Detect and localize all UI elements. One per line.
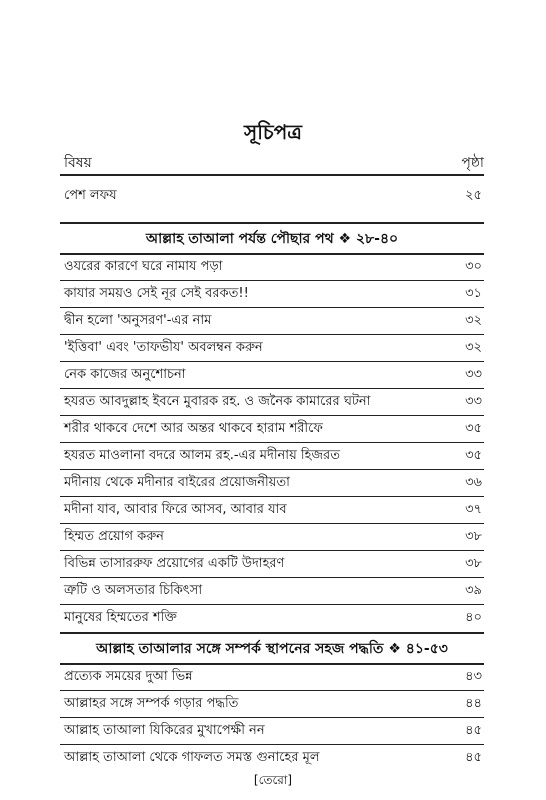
section-rule-top xyxy=(60,632,484,634)
toc-entry xyxy=(60,605,484,631)
entry-text: বিভিন্ন তাসাররুফ প্রয়োগের একটি উদাহরণ xyxy=(64,556,285,571)
entry-text: ত্রুটি ও অলসতার চিকিৎসা xyxy=(64,583,203,598)
header-subject: বিষয় xyxy=(64,155,92,171)
entry-page: ৩৭ xyxy=(465,502,482,517)
entry-text: প্রত্যেক সময়ের দুআ ভিন্ন xyxy=(64,669,193,684)
entry-page: ৩০ xyxy=(465,259,482,274)
entry-page: ৩২ xyxy=(465,340,482,355)
entry-page: ৩৫ xyxy=(465,421,482,436)
entry-page: ৩৩ xyxy=(465,367,482,382)
entry-page: ৩১ xyxy=(465,286,482,301)
toc-entry xyxy=(60,497,484,523)
entry-page: ৩৩ xyxy=(465,394,482,409)
toc-entry xyxy=(60,551,484,577)
entry-text: 'ইত্তিবা' এবং 'তাফভীয' অবলম্বন করুন xyxy=(64,340,263,355)
entry-text: ওযরের কারণে ঘরে নামায পড়া xyxy=(64,259,223,274)
toc-header xyxy=(60,151,484,173)
toc-entry-intro xyxy=(60,183,484,209)
toc-entry xyxy=(60,470,484,496)
entry-text: আল্লাহর সঙ্গে সম্পর্ক গড়ার পদ্ধতি xyxy=(64,696,239,711)
header-page: পৃষ্ঠা xyxy=(461,155,484,171)
entry-text: হযরত মাওলানা বদরে আলম রহ.-এর মদীনায় হিজরত xyxy=(64,448,340,463)
toc-entry xyxy=(60,308,484,334)
entry-text: হযরত আবদুল্লাহ ইবনে মুবারক রহ. ও জনৈক কামারের ঘটনা xyxy=(64,394,371,409)
toc-entry xyxy=(60,664,484,690)
page-number-footer: [তেরো] xyxy=(253,773,293,787)
header-rule xyxy=(60,174,484,176)
entry-page: ৪৫ xyxy=(465,723,482,738)
entry-page: ৪৪ xyxy=(465,696,482,711)
toc-entry xyxy=(60,389,484,415)
entry-text: দ্বীন হলো 'অনুসরণ'-এর নাম xyxy=(64,313,212,328)
section-heading-2: আল্লাহ তাআলার সঙ্গে সম্পর্ক স্থাপনের সহজ পদ্ধতি ❖ ৪১-৫৩ xyxy=(96,641,448,657)
entry-text: হিম্মত প্রয়োগ করুন xyxy=(64,529,164,544)
toc-entry xyxy=(60,362,484,388)
entry-page: ৪০ xyxy=(465,610,482,625)
entry-text: পেশ লফয xyxy=(64,188,117,203)
entry-text: নেক কাজের অনুশোচনা xyxy=(64,367,186,382)
entry-text: শরীর থাকবে দেশে আর অন্তর থাকবে হারাম শরীফে xyxy=(64,421,323,436)
entry-text: মানুষের হিম্মতের শক্তি xyxy=(64,610,177,625)
entry-text: কাযার সময়ও সেই নূর সেই বরকত!! xyxy=(64,286,249,301)
entry-page: ৩৮ xyxy=(465,556,482,571)
entry-page: ৩৬ xyxy=(465,475,482,490)
entry-text: মদীনা যাব, আবার ফিরে আসব, আবার যাব xyxy=(64,502,287,517)
section-rule-top xyxy=(60,222,484,224)
toc-entry xyxy=(60,281,484,307)
toc-entry xyxy=(60,745,484,771)
toc-entry xyxy=(60,443,484,469)
entry-page: ৩৯ xyxy=(465,583,482,598)
page-title: সূচিপত্র xyxy=(244,120,302,144)
toc-entry xyxy=(60,335,484,361)
entry-page: ৩৮ xyxy=(465,529,482,544)
entry-page: ৪৫ xyxy=(465,750,482,765)
entry-page: ২৫ xyxy=(465,188,482,203)
entry-text: মদীনায় থেকে মদীনার বাইরের প্রয়োজনীয়তা xyxy=(64,475,290,490)
toc-entry xyxy=(60,691,484,717)
entry-text: আল্লাহ তাআলা যিকিরের মুখাপেক্ষী নন xyxy=(64,723,265,738)
toc-entry xyxy=(60,718,484,744)
entry-text: আল্লাহ তাআলা থেকে গাফলত সমস্ত গুনাহের মূল xyxy=(64,750,320,765)
entry-page: ৪৩ xyxy=(465,669,482,684)
toc-entry xyxy=(60,524,484,550)
section-heading-1: আল্লাহ তাআলা পর্যন্ত পৌছার পথ ❖ ২৮-৪০ xyxy=(145,231,399,247)
toc-entry xyxy=(60,416,484,442)
toc-entry xyxy=(60,578,484,604)
entry-page: ৩২ xyxy=(465,313,482,328)
toc-entry xyxy=(60,254,484,280)
entry-page: ৩৫ xyxy=(465,448,482,463)
